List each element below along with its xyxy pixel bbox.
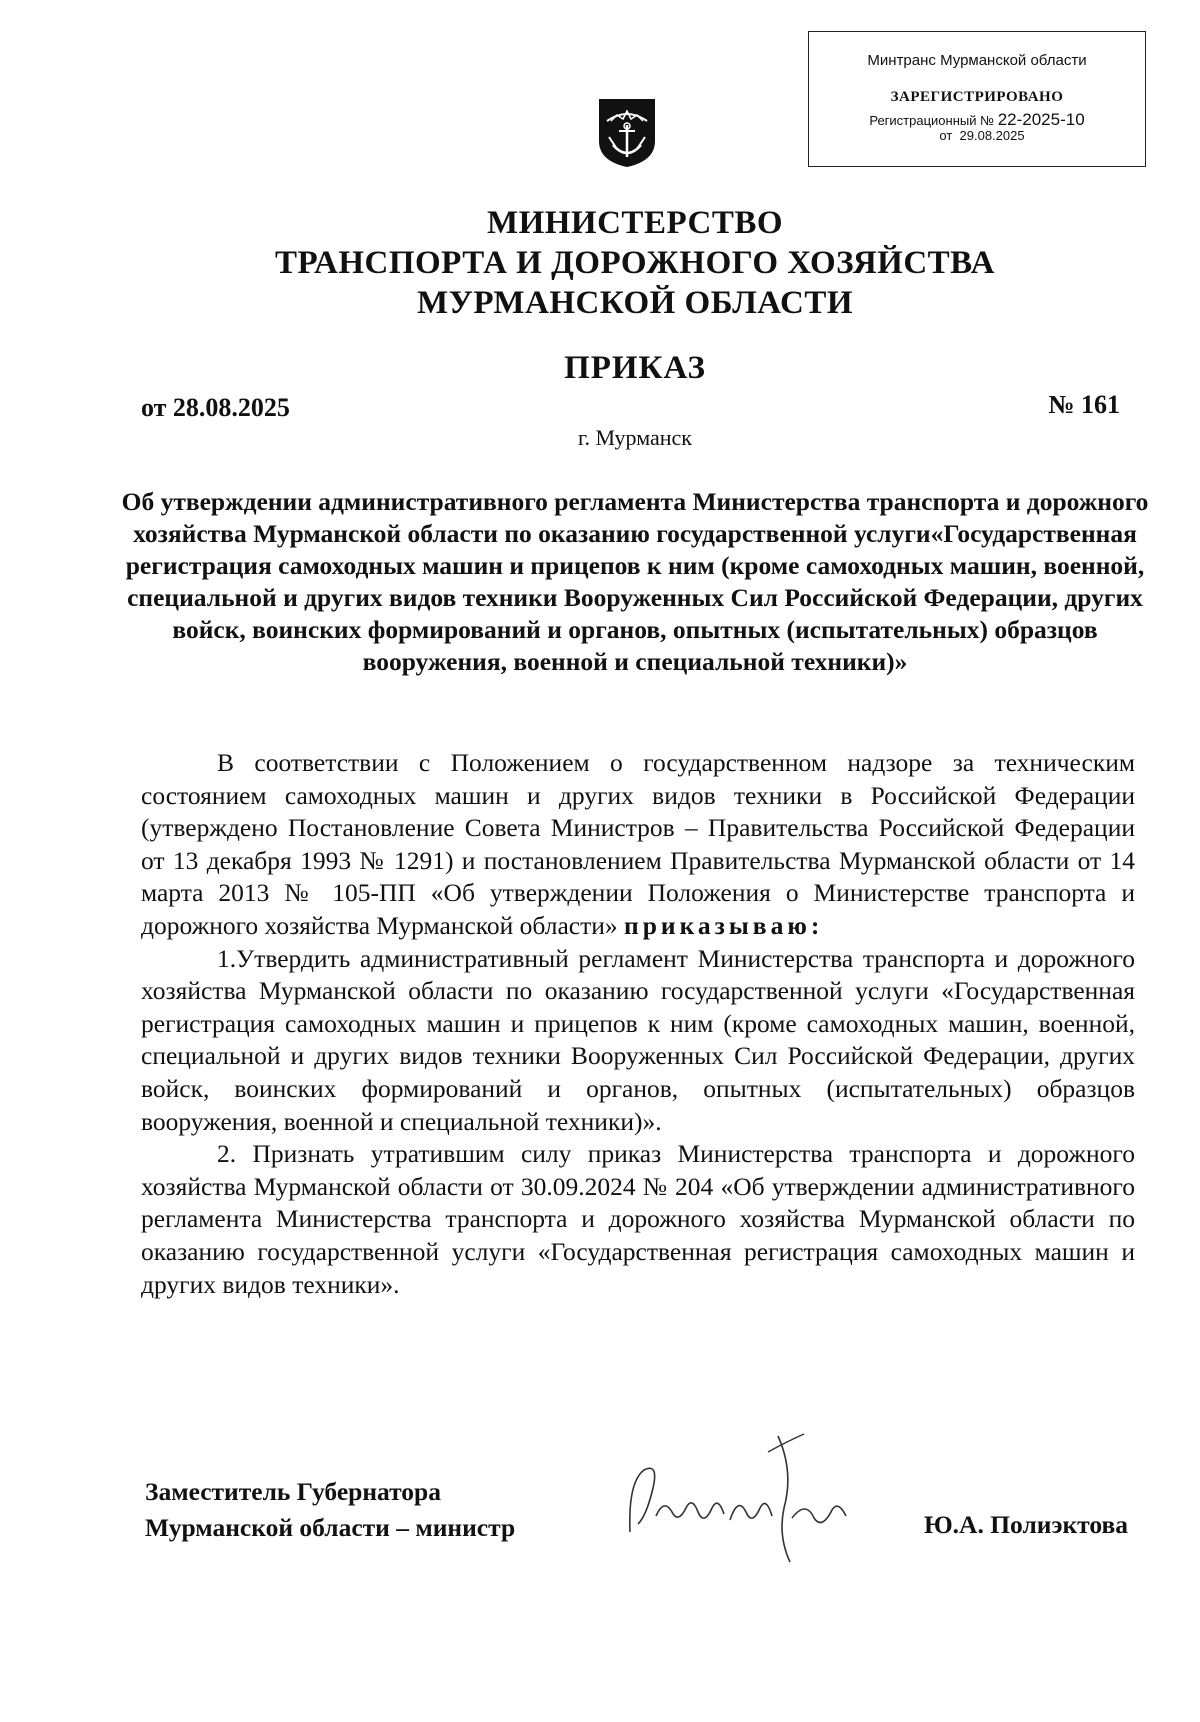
stamp-date-label: от bbox=[939, 128, 953, 143]
preamble-paragraph bbox=[141, 747, 1135, 943]
item-2-paragraph: 2. Признать утратившим силу приказ Министерства транспорта и дорожного хозяйства Мурманской области от 30.09.2024 № 204 «Об утверждении административного регламента Министерства транспорта и дорожного хозяйства Мурманской области по оказанию государственной услуги «Государственная регистрация самоходных машин и других видов техники». bbox=[141, 1139, 1135, 1299]
ministry-line-1: МИНИСТЕРСТВО bbox=[486, 205, 784, 241]
signer-name: Ю.А. Полиэктова bbox=[923, 1510, 1128, 1539]
ministry-title bbox=[0, 203, 1200, 323]
document-number: № 161 bbox=[1048, 390, 1120, 419]
position-line-1: Заместитель Губернатора bbox=[145, 1477, 441, 1506]
document-type: ПРИКАЗ bbox=[564, 350, 706, 386]
stamp-status: ЗАРЕГИСТРИРОВАНО bbox=[890, 89, 1064, 105]
document-body bbox=[141, 747, 1135, 1301]
document-city: г. Мурманск bbox=[578, 425, 692, 450]
signer-position bbox=[145, 1474, 515, 1546]
position-line-2: Мурманской области – министр bbox=[145, 1513, 516, 1542]
item-1-paragraph: 1.Утвердить административный регламент Министерства транспорта и дорожного хозяйства Мурманской области по оказанию государственной услуги «Государственная регистрация самоходных машин и прицепов к ним (кроме самоходных машин, военной, специальной и других видов техники Вооруженных Сил Российской Федерации, других войск, воинских формирований и органов, опытных (испытательных) образцов вооружения, военной и специальной техники)». bbox=[141, 943, 1135, 1136]
command-word: приказываю: bbox=[624, 910, 824, 940]
coat-of-arms-icon bbox=[597, 97, 657, 169]
stamp-organization: Минтранс Мурманской области bbox=[867, 52, 1087, 69]
stamp-date-line bbox=[819, 128, 1145, 143]
stamp-reg-line bbox=[809, 110, 1145, 130]
stamp-date: 29.08.2025 bbox=[959, 128, 1025, 143]
preamble-text: В соответствии с Положением о государственном надзоре за техническим состоянием самоходных машин и других видов техники в Российской Федерации (утверждено Постановление Совета Министров – Правительства Российской Федерации от 13 декабря 1993 № 1291) и постановлением Правительства Мурманской области от 14 марта 2013 № 105-ПП «Об утверждении Положения о Министерстве транспорта и дорожного хозяйства Мурманской области» bbox=[141, 748, 1135, 940]
document-date: от 28.08.2025 bbox=[141, 393, 290, 422]
stamp-reg-number: 22-2025-10 bbox=[997, 110, 1085, 129]
handwritten-signature bbox=[618, 1412, 858, 1572]
ministry-line-3: МУРМАНСКОЙ ОБЛАСТИ bbox=[416, 285, 854, 321]
ministry-line-2: ТРАНСПОРТА И ДОРОЖНОГО ХОЗЯЙСТВА bbox=[275, 245, 995, 281]
stamp-reg-label: Регистрационный № bbox=[869, 113, 995, 128]
registration-stamp bbox=[808, 31, 1146, 167]
document-subject: Об утверждении административного регламента Министерства транспорта и дорожного хозяйства Мурманской области по оказанию государственной услуги«Государственная регистрация самоходных машин и прицепов к ним (кроме самоходных машин, военной, специальной и других видов техники Вооруженных Сил Российской Федерации, других войск, воинских формирований и органов, опытных (испытательных) образцов вооружения, военной и специальной техники)» bbox=[121, 487, 1149, 676]
